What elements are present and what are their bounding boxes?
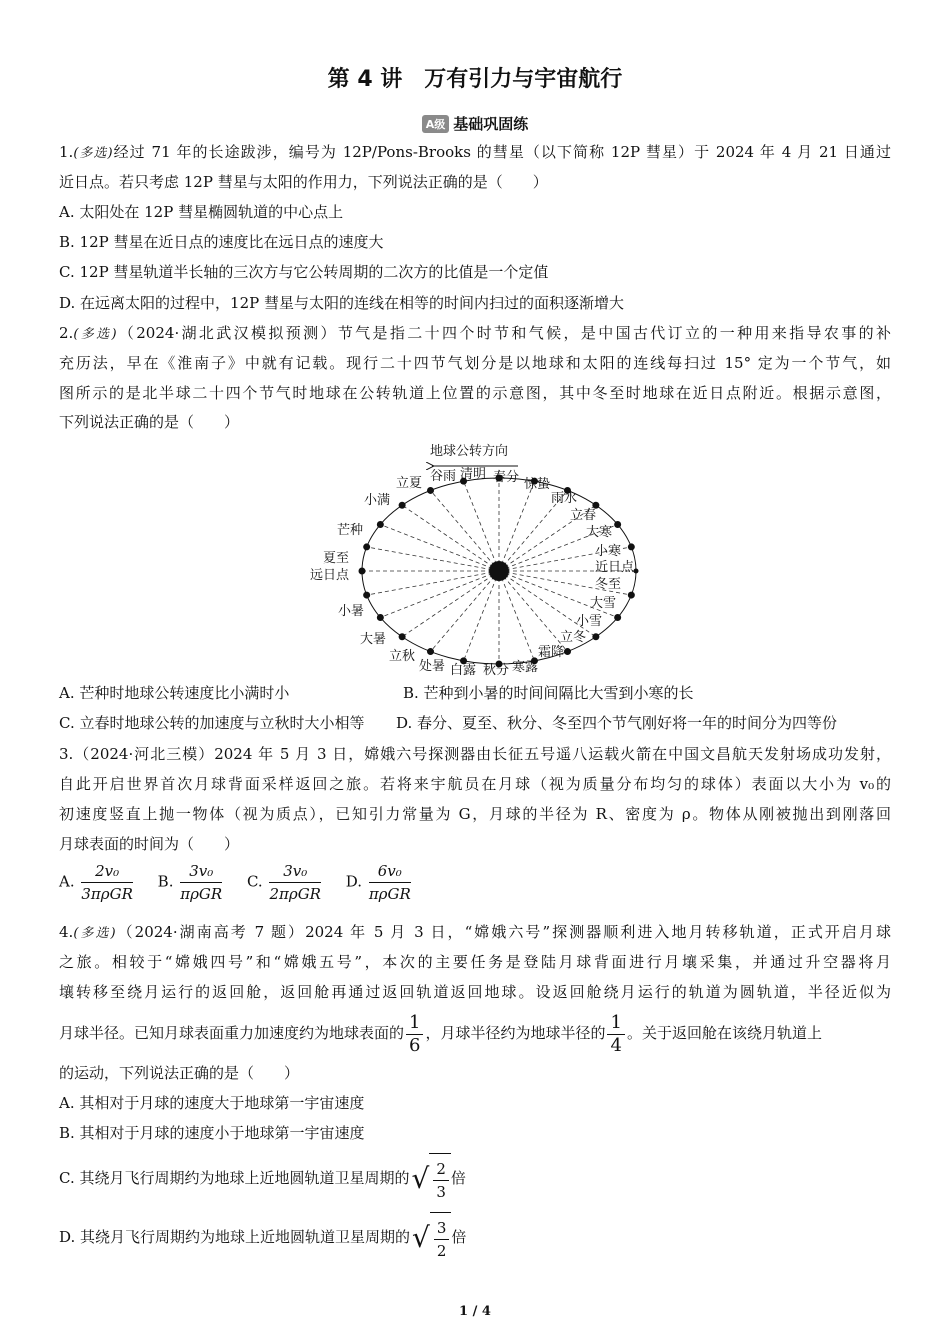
- earth-position-dot: [427, 487, 434, 494]
- fraction: [180, 860, 222, 905]
- orbit-spoke: [431, 490, 500, 571]
- term-label: 处暑: [419, 659, 446, 674]
- q4-option-d: [59, 1211, 891, 1263]
- q1-text: 经过 71 年的长途跋涉，编号为 12P/Pons-Brooks 的彗星（以下简称 12P 彗星）于 2024 年 4 月 21 日通过: [112, 143, 891, 161]
- term-label: 大寒: [586, 525, 613, 540]
- q2-text: （2024·湖北武汉模拟预测）节气是指二十四个时节和气候，是中国古代订立的一种用来指导农事的补: [116, 324, 891, 342]
- term-label: 立秋: [389, 649, 416, 664]
- earth-position-dot: [359, 568, 366, 575]
- fraction-numerator: 3: [434, 1217, 450, 1240]
- term-label: 大暑: [360, 632, 387, 647]
- orbit-spoke: [367, 571, 499, 595]
- q3-text: （2024·河北三模）2024 年 5 月 3 日，嫦娥六号探测器由长征五号遥八运载火箭在中国文昌航天发射场成功发射，: [73, 745, 891, 763]
- orbit-spoke: [380, 525, 499, 572]
- orbit-diagram: [300, 438, 660, 683]
- q3-option-c: [247, 860, 323, 905]
- option-suffix: 倍: [450, 1169, 466, 1187]
- q2-line2: 充历法，早在《淮南子》中就有记载。现行二十四节气划分是以地球和太阳的连线每扫过 15° 定为一个节气，如: [59, 354, 891, 372]
- term-label: 冬至: [595, 577, 622, 592]
- q3-option-d: [346, 860, 413, 905]
- term-label: 寒露: [512, 660, 539, 675]
- term-label: 秋分: [483, 663, 510, 678]
- q4-number: 4.: [59, 923, 74, 941]
- orbit-spoke: [380, 571, 499, 618]
- orbit-spoke: [431, 571, 500, 652]
- q2-option-d: D. 春分、夏至、秋分、冬至四个节气刚好将一年的时间分为四等份: [396, 714, 838, 732]
- q4-tag: (多选): [73, 926, 116, 941]
- section-level: [0, 113, 950, 134]
- term-label: 小满: [364, 493, 391, 508]
- fraction: [433, 1158, 449, 1203]
- earth-position-dot: [363, 543, 370, 550]
- q4-line2: 之旅。相较于“嫦娥四号”和“嫦娥五号”，本次的主要任务是登陆月球背面进行月壤采集，并通过升空器将月: [59, 953, 891, 971]
- radical-sign: √: [411, 1162, 430, 1196]
- q2-line3: 图所示的是北半球二十四个节气时地球在公转轨道上位置的示意图，其中冬至时地球在近日点附近。根据示意图，: [59, 384, 891, 402]
- fraction-denominator: 2: [436, 1242, 447, 1261]
- fraction-numerator: 3v₀: [180, 860, 222, 883]
- q4-line3: 壤转移至绕月运行的返回舱，返回舱再通过返回轨道返回地球。设返回舱绕月运行的轨道为圆轨道，半径近似为: [59, 983, 891, 1001]
- fraction: [81, 860, 133, 905]
- option-label: C.: [246, 872, 263, 891]
- earth-position-dot: [399, 633, 406, 640]
- q1-line1: [59, 142, 891, 164]
- q3-options: [59, 860, 891, 910]
- term-label: 立夏: [396, 476, 423, 491]
- q2-option-a: A. 芒种时地球公转速度比小满时小: [59, 684, 290, 702]
- fraction-denominator: πρGR: [368, 885, 411, 903]
- q3-number: 3.: [59, 745, 74, 763]
- fraction-numerator: 1: [607, 1012, 624, 1035]
- sqrt-expression: [411, 1152, 450, 1206]
- earth-position-dot: [628, 592, 635, 599]
- term-label: 惊蛰: [524, 477, 551, 492]
- q3-line2: 自此开启世界首次月球背面采样返回之旅。若将来宇航员在月球（视为质量分布均匀的球体）表面以大小为 v₀的: [59, 775, 891, 793]
- q2-tag: (多选): [73, 327, 117, 342]
- option-suffix: 倍: [451, 1228, 467, 1246]
- fraction-denominator: 6: [409, 1034, 421, 1056]
- term-label: 白露: [450, 663, 477, 678]
- q3-line1: [59, 744, 891, 764]
- fraction-one-sixth: [406, 1012, 423, 1057]
- radical-sign: √: [412, 1221, 430, 1255]
- fraction-numerator: 2v₀: [81, 860, 133, 883]
- term-label: 芒种: [337, 523, 364, 538]
- orbit-spoke: [402, 571, 499, 637]
- fraction: [269, 860, 321, 905]
- fraction-denominator: 3: [436, 1183, 446, 1202]
- fraction: [434, 1217, 450, 1262]
- earth-position-dot: [363, 592, 370, 599]
- q1-option-d: D. 在远离太阳的过程中，12P 彗星与太阳的连线在相等的时间内扫过的面积逐渐增大: [59, 294, 624, 312]
- sqrt-expression: [412, 1211, 451, 1265]
- orbit-spoke: [499, 571, 568, 652]
- q4-text-a: 月球半径。已知月球表面重力加速度约为地球表面的: [59, 1024, 405, 1042]
- earth-position-dot: [634, 569, 639, 574]
- earth-position-dot: [614, 521, 621, 528]
- q4-line1: [59, 922, 891, 944]
- fraction-denominator: 2πρGR: [269, 885, 321, 903]
- q2-option-c: C. 立春时地球公转的加速度与立秋时大小相等: [59, 714, 365, 732]
- fraction-denominator: 4: [610, 1034, 622, 1056]
- option-text: D. 其绕月飞行周期约为地球上近地圆轨道卫星周期的: [59, 1228, 411, 1246]
- q3-option-a: [59, 860, 135, 905]
- option-label: D.: [345, 872, 363, 891]
- fraction-denominator: πρGR: [180, 885, 223, 903]
- fraction-numerator: 2: [433, 1158, 449, 1181]
- term-label: 小雪: [576, 614, 603, 629]
- q4-text: （2024·湖南高考 7 题）2024 年 5 月 3 日，“嫦娥六号”探测器顺利进入地月转移轨道，正式开启月球: [115, 923, 891, 941]
- earth-position-dot: [614, 614, 621, 621]
- term-label: 春分: [493, 470, 520, 485]
- q1-option-c: C. 12P 彗星轨道半长轴的三次方与它公转周期的二次方的比值是一个定值: [59, 263, 549, 281]
- orbit-spoke: [464, 481, 499, 571]
- fraction-one-quarter: [607, 1012, 624, 1057]
- option-text: C. 其绕月飞行周期约为地球上近地圆轨道卫星周期的: [59, 1169, 410, 1187]
- orbit-spoke: [402, 505, 499, 571]
- term-label: 大雪: [590, 596, 617, 611]
- q1-option-a: A. 太阳处在 12P 彗星椭圆轨道的中心点上: [59, 203, 344, 221]
- term-label: 立春: [570, 508, 597, 523]
- q2-option-b: B. 芒种到小暑的时间间隔比大雪到小寒的长: [403, 684, 694, 702]
- orbit-spoke: [499, 481, 534, 571]
- q4-text-c: 。关于返回舱在该绕月轨道上: [626, 1024, 822, 1042]
- earth-position-dot: [377, 614, 384, 621]
- term-label: 小暑: [338, 604, 365, 619]
- q2-number: 2.: [59, 324, 74, 342]
- sun-icon: [489, 561, 509, 581]
- page-number: 1 / 4: [459, 1304, 491, 1319]
- term-label: 雨水: [551, 491, 578, 506]
- near-point-label: 近日点: [595, 560, 635, 575]
- q1-option-b: B. 12P 彗星在近日点的速度比在远日点的速度大: [59, 233, 384, 251]
- fraction: [369, 860, 411, 905]
- term-label: 谷雨: [430, 469, 457, 484]
- fraction-numerator: 1: [406, 1012, 423, 1035]
- fraction-denominator: 3πρGR: [81, 885, 133, 903]
- orbit-spoke: [464, 571, 499, 661]
- q3-option-b: [158, 860, 225, 905]
- q3-line3: 初速度竖直上抛一物体（视为质点），已知引力常量为 G，月球的半径为 R、密度为 ρ。物体从刚被抛出到刚落回: [59, 805, 891, 823]
- earth-position-dot: [628, 543, 635, 550]
- page-title: 第 4 讲 万有引力与宇宙航行: [327, 67, 623, 92]
- q4-line4: [59, 1008, 891, 1058]
- q2-line1: [59, 323, 891, 345]
- earth-position-dot: [427, 648, 434, 655]
- term-label: 霜降: [538, 645, 565, 660]
- option-label: A.: [59, 872, 75, 891]
- term-label: 小寒: [595, 544, 622, 559]
- q4-text-b: ，月球半径约为地球半径的: [425, 1024, 606, 1042]
- q4-option-c: [59, 1152, 891, 1204]
- term-label: 清明: [460, 467, 487, 482]
- earth-position-dot: [592, 633, 599, 640]
- level-label: 基础巩固练: [453, 115, 529, 133]
- term-label: 立冬: [560, 630, 587, 645]
- q1-line2: 近日点。若只考虑 12P 彗星与太阳的作用力，下列说法正确的是（ ）: [59, 173, 548, 191]
- q1-number: 1.: [59, 143, 74, 161]
- q1-tag: (多选): [73, 146, 113, 161]
- term-label: 夏至: [323, 551, 350, 566]
- earth-position-dot: [377, 521, 384, 528]
- orbit-spoke: [499, 571, 534, 661]
- orbit-spoke: [367, 547, 499, 571]
- earth-position-dot: [399, 502, 406, 509]
- q3-line4: 月球表面的时间为（ ）: [59, 835, 240, 853]
- level-badge: A级: [422, 115, 450, 133]
- far-point-label: 远日点: [310, 568, 350, 583]
- q4-option-a: A. 其相对于月球的速度大于地球第一宇宙速度: [59, 1094, 365, 1112]
- direction-label: 地球公转方向: [430, 444, 509, 459]
- earth-position-dot: [564, 648, 571, 655]
- fraction-numerator: 6v₀: [369, 860, 411, 883]
- q2-line4: 下列说法正确的是（ ）: [59, 413, 240, 431]
- q4-line5: 的运动，下列说法正确的是（ ）: [59, 1064, 300, 1082]
- q4-option-b: B. 其相对于月球的速度小于地球第一宇宙速度: [59, 1124, 365, 1142]
- fraction-numerator: 3v₀: [269, 860, 321, 883]
- option-label: B.: [157, 872, 174, 891]
